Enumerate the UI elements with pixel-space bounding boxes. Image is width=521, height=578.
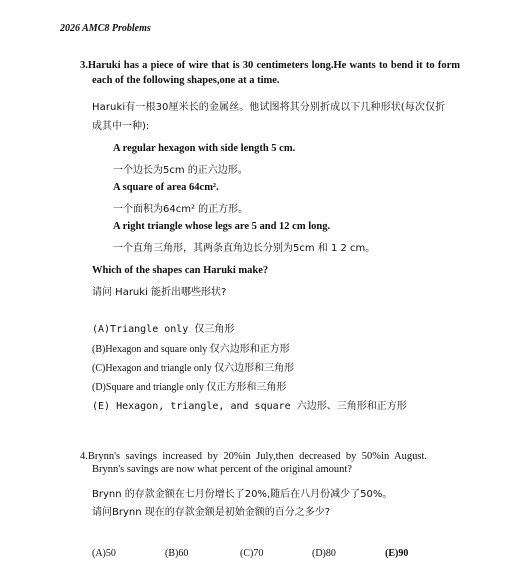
q4-chinese-line-2: 请问Brynn 现在的存款金额是初始金额的百分之多少? <box>92 507 331 518</box>
shape-3-chinese: 一个直角三角形，其两条直角边长分别为5cm 和 1 2 cm。 <box>113 243 376 254</box>
q3-question-chinese: 请问 Haruki 能折出哪些形状? <box>92 287 227 298</box>
q3-option-d: (D)Square and triangle only 仅正方形和三角形 <box>92 382 287 393</box>
q3-chinese-line-1: Haruki有一根30厘米长的金属丝。他试图将其分别折成以下几种形状(每次仅折 <box>92 102 446 113</box>
shape-3-english: A right triangle whose legs are 5 and 12 cm long. <box>113 221 331 232</box>
q3-option-a: (A)Triangle only 仅三角形 <box>92 324 235 335</box>
q4-text-line-2: Brynn's savings are now what percent of the original amount? <box>92 464 352 475</box>
q3-text-line-1: 3.Haruki has a piece of wire that is 30 centimeters long.He wants to bend it to form <box>80 60 460 71</box>
q3-option-c: (C)Hexagon and triangle only 仅六边形和三角形 <box>92 363 295 374</box>
shape-2-chinese: 一个面积为64cm² 的正方形。 <box>113 204 249 215</box>
q3-option-b: (B)Hexagon and square only 仅六边形和正方形 <box>92 344 290 355</box>
q4-answer-e: (E)90 <box>385 548 409 559</box>
q3-option-e: (E) Hexagon, triangle, and square 六边形、三角形和正方形 <box>92 401 407 412</box>
shape-1-english: A regular hexagon with side length 5 cm. <box>113 143 296 154</box>
q4-chinese-line-1: Brynn 的存款金额在七月份增长了20%,随后在八月份减少了50%。 <box>92 489 393 500</box>
shape-2-english: A square of area 64cm². <box>113 182 219 193</box>
q3-text-line-2: each of the following shapes,one at a time. <box>92 75 280 86</box>
page-header-title: 2026 AMC8 Problems <box>60 23 151 34</box>
q3-chinese-line-2: 成其中一种): <box>92 121 150 132</box>
q4-answer-a: (A)50 <box>92 548 116 559</box>
q4-answer-b: (B)60 <box>165 548 189 559</box>
shape-1-chinese: 一个边长为5cm 的正六边形。 <box>113 165 248 176</box>
q4-answer-c: (C)70 <box>240 548 264 559</box>
q4-answer-d: (D)80 <box>312 548 336 559</box>
q3-question-english: Which of the shapes can Haruki make? <box>92 265 269 276</box>
q4-text-line-1: 4.Brynn's savings increased by 20%in July,then decreased by 50%in August. <box>80 451 427 462</box>
